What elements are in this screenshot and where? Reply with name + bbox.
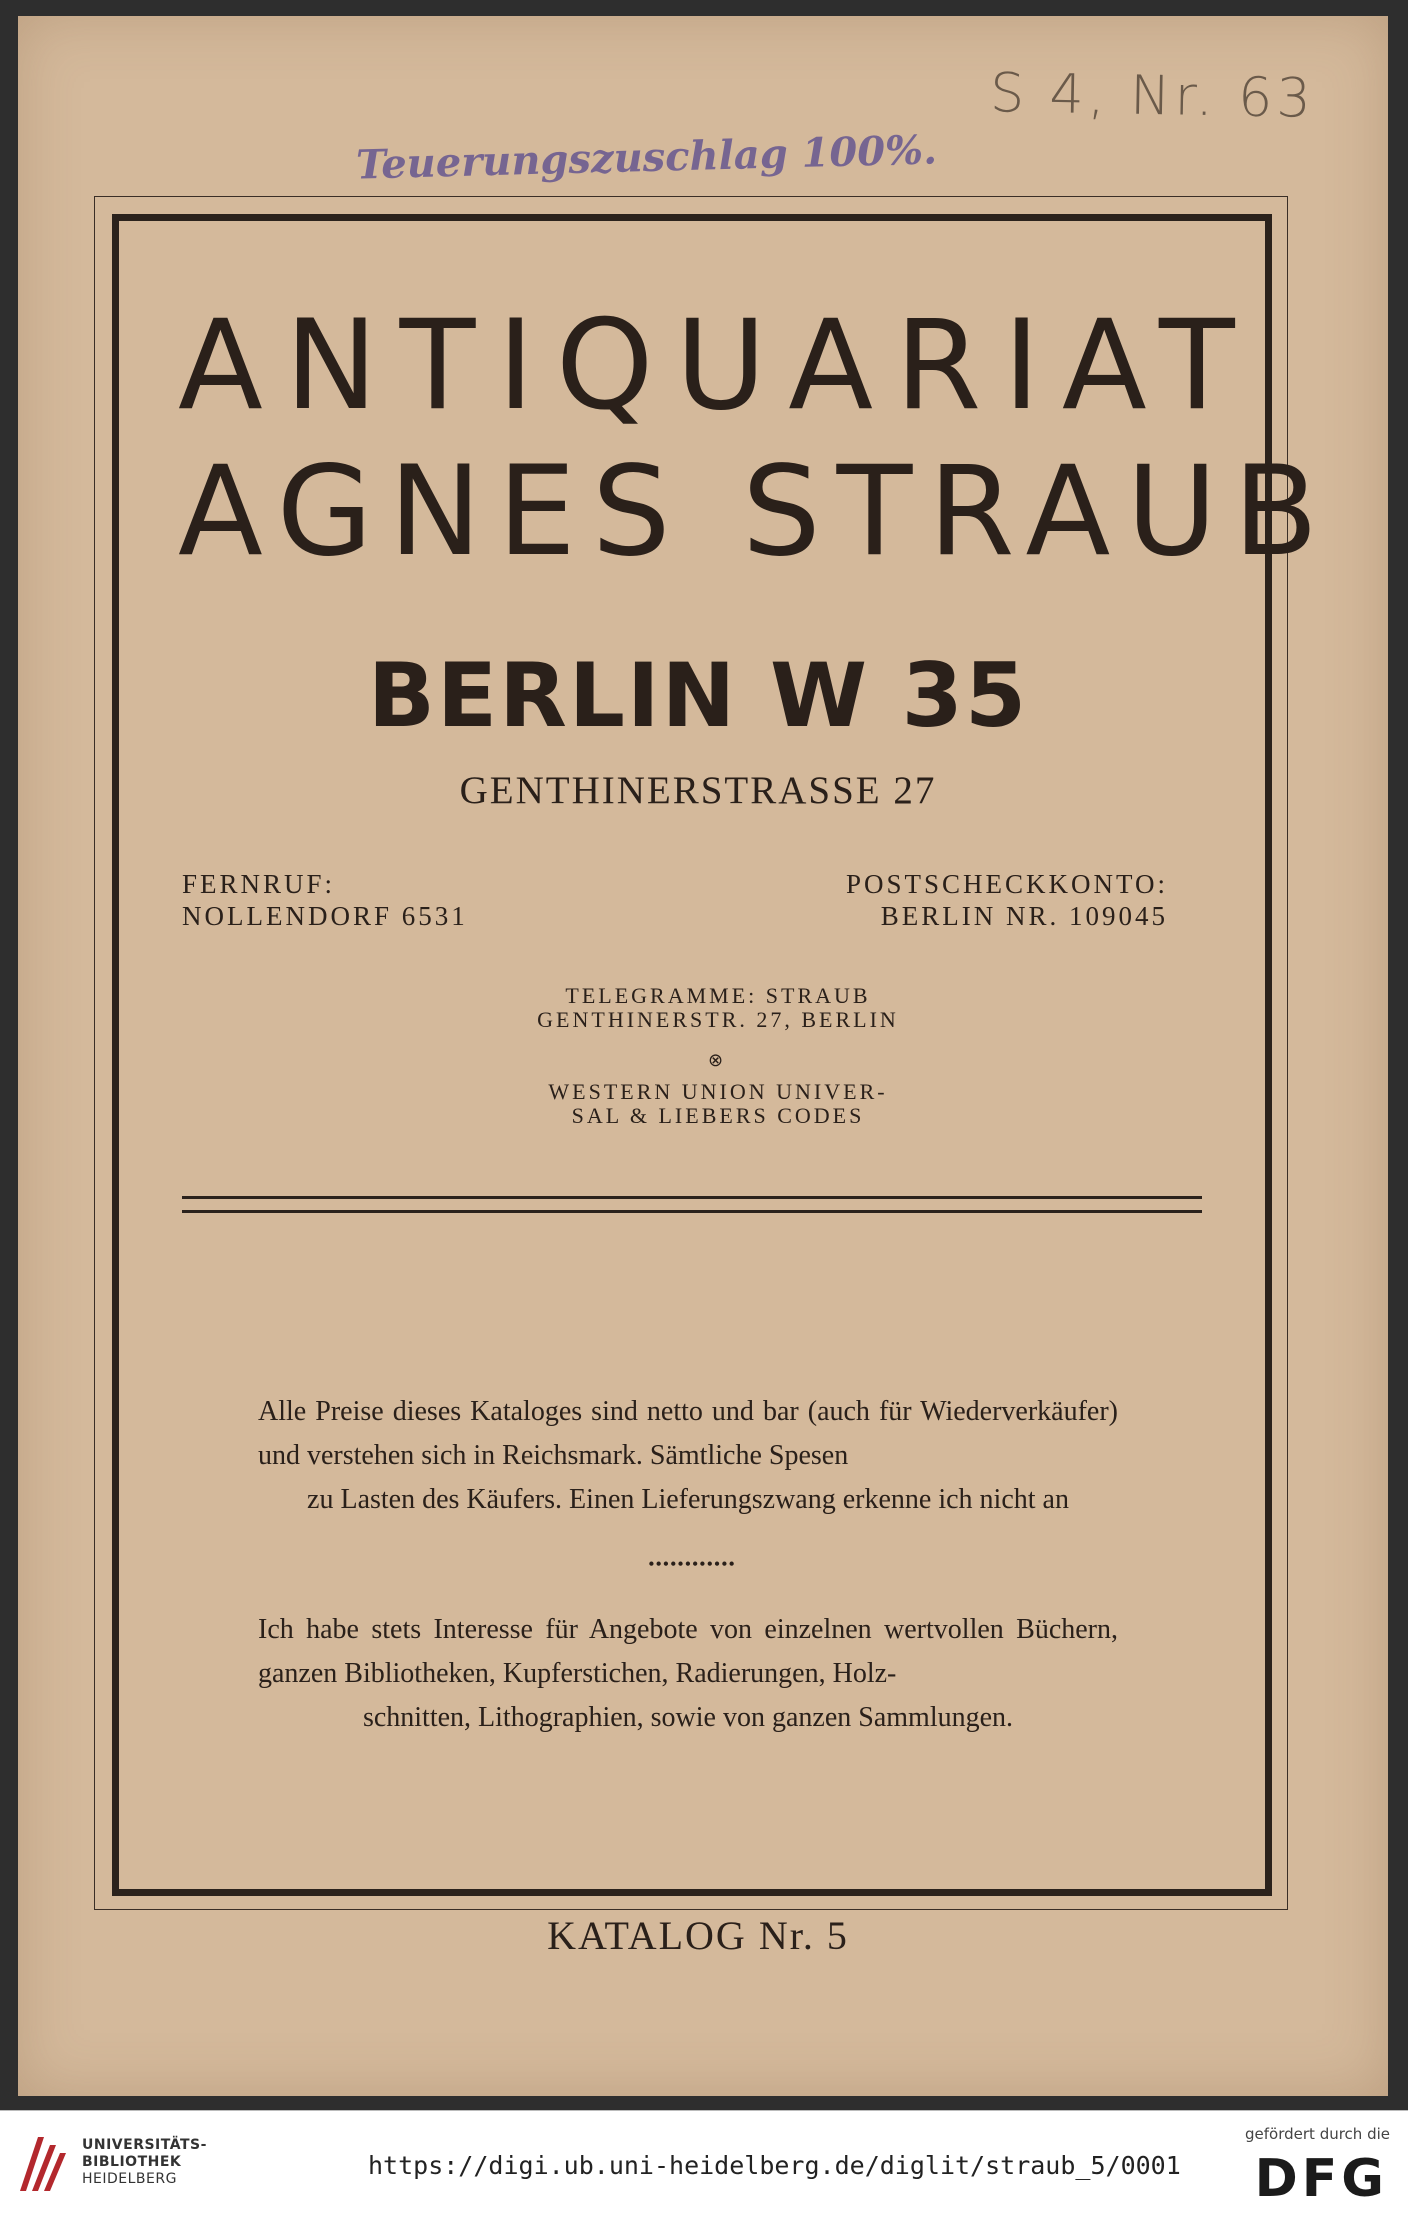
library-logo-icon: [14, 2131, 70, 2199]
divider-rule-top: [182, 1196, 1202, 1199]
telegram-block: [458, 984, 978, 1032]
codes-line-2: SAL & LIEBERS CODES: [571, 1103, 865, 1128]
library-name-line-1: UNIVERSITÄTS-: [82, 2137, 207, 2153]
funder-logo: DFG: [1254, 2149, 1388, 2209]
phone-block: [182, 868, 468, 932]
terms-paragraph: [258, 1390, 1118, 1522]
phone-value: NOLLENDORF 6531: [182, 901, 468, 931]
codes-block: [458, 1080, 978, 1128]
ornament-icon: ⊗: [708, 1050, 724, 1070]
library-name: [82, 2137, 207, 2188]
library-name-line-2: BIBLIOTHEK: [82, 2154, 182, 2170]
funded-by-label: gefördert durch die: [1245, 2125, 1390, 2143]
title-line-2: AGNES STRAUB: [178, 440, 1335, 584]
title-line-1: ANTIQUARIAT: [178, 294, 1257, 438]
viewer-footer-bar: [0, 2110, 1408, 2219]
permalink-url[interactable]: https://digi.ub.uni-heidelberg.de/diglit/straub_5/0001: [368, 2151, 1181, 2180]
telegram-line-1: TELEGRAMME: STRAUB: [565, 983, 871, 1008]
street-address: GENTHINERSTRASSE 27: [459, 769, 937, 812]
interest-last-line: schnitten, Lithographien, sowie von ganzen Sammlungen.: [362, 1702, 1014, 1733]
catalog-cover-page: [18, 16, 1388, 2096]
price-surcharge-stamp: Teuerungszuschlag 100%.: [355, 126, 938, 189]
codes-line-1: WESTERN UNION UNIVER-: [548, 1079, 888, 1104]
dotted-separator: ••••••••••••: [648, 1554, 736, 1574]
catalog-number: KATALOG Nr. 5: [547, 1913, 849, 1958]
city-heading: BERLIN W 35: [367, 644, 1029, 747]
interest-text: Ich habe stets Interesse für Angebote von einzelnen wertvollen Büchern, ganzen Bibliotheken, Kupferstichen, Radierungen, Holz-: [258, 1614, 1118, 1689]
terms-last-line: zu Lasten des Käufers. Einen Lieferungszwang erkenne ich nicht an: [307, 1484, 1069, 1515]
postal-value: BERLIN NR. 109045: [880, 901, 1168, 931]
interest-paragraph: [258, 1608, 1118, 1740]
phone-label: FERNRUF:: [182, 869, 336, 899]
postal-label: POSTSCHECKKONTO:: [845, 869, 1168, 899]
library-name-line-3: HEIDELBERG: [82, 2171, 177, 2187]
handwritten-shelfmark: S 4, Nr. 63: [989, 61, 1316, 130]
telegram-line-2: GENTHINERSTR. 27, BERLIN: [537, 1007, 899, 1032]
postal-account-block: [846, 868, 1168, 932]
divider-rule-bottom: [182, 1210, 1202, 1213]
terms-text: Alle Preise dieses Kataloges sind netto und bar (auch für Wiederverkäufer) und verstehen sich in Reichsmark. Sämtliche Spesen: [258, 1396, 1118, 1471]
